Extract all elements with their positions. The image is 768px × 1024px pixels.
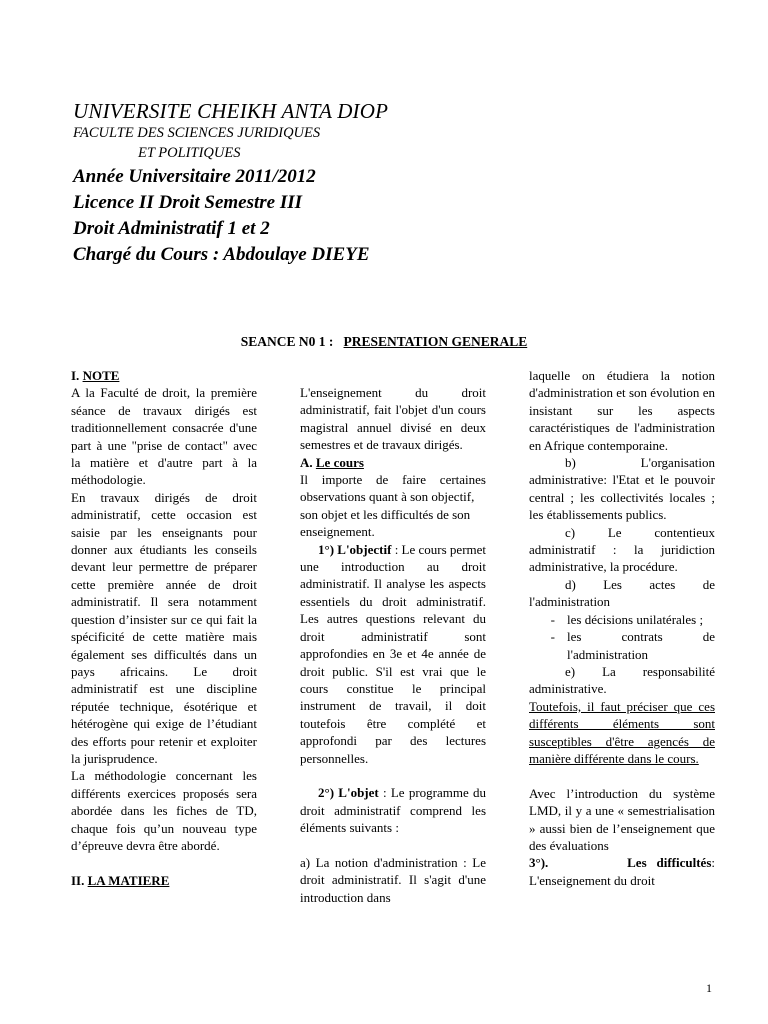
page-number: 1 bbox=[706, 981, 712, 995]
lmd-paragraph: Avec l’introduction du système LMD, il y a une « semestrialisation » aussi bien de l’enseignement que des évaluations bbox=[529, 785, 715, 853]
university-name: UNIVERSITE CHEIKH ANTA DIOP bbox=[73, 99, 389, 123]
cours-heading bbox=[300, 454, 486, 471]
note-heading bbox=[71, 367, 257, 384]
course-lecturer: Chargé du Cours : Abdoulaye DIEYE bbox=[73, 244, 370, 265]
objectif-paragraph bbox=[300, 541, 486, 767]
note-paragraph-1: A la Faculté de droit, la première séance de travaux dirigés est traditionnellement consacrée d'une part à une "prise de contact" avec la matière et d'autre part à la méthodologie. bbox=[71, 385, 257, 488]
session-title-main: PRESENTATION GENERALE bbox=[343, 334, 528, 349]
academic-year: Année Universitaire 2011/2012 bbox=[73, 166, 316, 187]
difficultes-number: 3°). bbox=[529, 855, 549, 871]
text-column-1 bbox=[71, 367, 257, 889]
course-name: Droit Administratif 1 et 2 bbox=[73, 218, 270, 239]
enseignement-paragraph: L'enseignement du droit administratif, fait l'objet d'un cours magistral annuel divisé en deux semestres et de travaux dirigés. bbox=[300, 385, 486, 453]
text-column-3 bbox=[529, 367, 715, 889]
notion-administration-paragraph: a) La notion d'administration : Le droit administratif. Il s'agit d'une introduction dans bbox=[300, 854, 486, 905]
difficultes-heading: Les difficultés bbox=[627, 855, 712, 871]
toutefois-paragraph: Toutefois, il faut préciser que ces différents éléments sont susceptibles d'être agencés de manière différente dans le cours. bbox=[529, 698, 715, 766]
cours-paragraph-2: son objet et les difficultés de son enseignement. bbox=[300, 506, 471, 540]
list-item-text: les décisions unilatérales ; bbox=[567, 611, 704, 627]
course-level: Licence II Droit Semestre III bbox=[73, 192, 303, 213]
objet-paragraph bbox=[300, 784, 486, 836]
objectif-text: : Le cours permet une introduction au droit administratif. Il analyse les aspects essentiels du droit administratif. Les autres questions relevant du droit administratif sont approfondies en 3e et 4e année de droit public. S'il est vrai que le cours constitue le principal instrument de travail, il doit toutefois être complété et approfondi par des lectures personnelles. bbox=[300, 541, 487, 766]
responsabilite-paragraph: e) La responsabilité administrative. bbox=[529, 663, 715, 697]
contentieux-paragraph: c) Le contentieux administratif : la juridiction administrative, la procédure. bbox=[529, 524, 715, 575]
matiere-heading-number: II. bbox=[71, 872, 88, 888]
matiere-heading bbox=[71, 872, 257, 889]
cours-heading-label: Le cours bbox=[315, 454, 364, 470]
session-title-prefix: SEANCE N0 1 : bbox=[240, 334, 334, 349]
note-heading-number: I. bbox=[71, 368, 83, 383]
difficultes-text: : L'enseignement du droit bbox=[529, 855, 716, 888]
faculty-line-1: FACULTE DES SCIENCES JURIDIQUES bbox=[73, 125, 321, 141]
notion-continued-paragraph: laquelle on étudiera la notion d'administration et son évolution en insistant sur les aspects caractéristiques de l'administration en Afrique contemporaine. bbox=[529, 368, 715, 453]
matiere-heading-label: LA MATIERE bbox=[87, 872, 170, 888]
objet-text: : Le programme du droit administratif comprend les éléments suivants : bbox=[300, 785, 487, 836]
text-column-2 bbox=[300, 384, 486, 906]
faculty-line-2: ET POLITIQUES bbox=[138, 145, 241, 161]
actes-paragraph: d) Les actes de l'administration bbox=[529, 576, 715, 610]
objet-heading: 2°) L'objet bbox=[318, 785, 379, 801]
list-item: - les contrats de l'administration bbox=[550, 629, 715, 662]
list-item: - les décisions unilatérales ; bbox=[529, 611, 715, 628]
note-paragraph-2: En travaux dirigés de droit administratif, cette occasion est saisie par les enseignants pour donner aux étudiants les conseils devant leur permettre de préparer cette première année de droit administratif. Il sera notamment question d’insister sur ce qui fait la spécificité de cette matière mais également ses difficultés dans un pays africains. Le droit administratif est une discipline réputée technique, ésotérique et hétérogène qui exige de l’étudiant des efforts pour retenir et exploiter la jurisprudence. bbox=[71, 489, 257, 766]
list-item-text: les contrats de l'administration bbox=[567, 629, 715, 662]
organisation-paragraph: b) L'organisation administrative: l'Etat et le pouvoir central ; les collectivités locales ; les établissements publics. bbox=[529, 455, 715, 523]
note-heading-label: NOTE bbox=[82, 368, 120, 383]
cours-paragraph-1: Il importe de faire certaines observations quant à son objectif, bbox=[300, 472, 486, 505]
cours-heading-letter: A. bbox=[300, 454, 316, 470]
objectif-heading: 1°) L'objectif bbox=[318, 541, 392, 557]
session-title bbox=[0, 334, 768, 350]
note-paragraph-3: La méthodologie concernant les différents exercices proposés sera abordée dans les fiches de TD, chaque fois qu’un nouveau type d’épreuve devra être abordé. bbox=[71, 768, 257, 853]
difficultes-paragraph bbox=[529, 854, 715, 889]
